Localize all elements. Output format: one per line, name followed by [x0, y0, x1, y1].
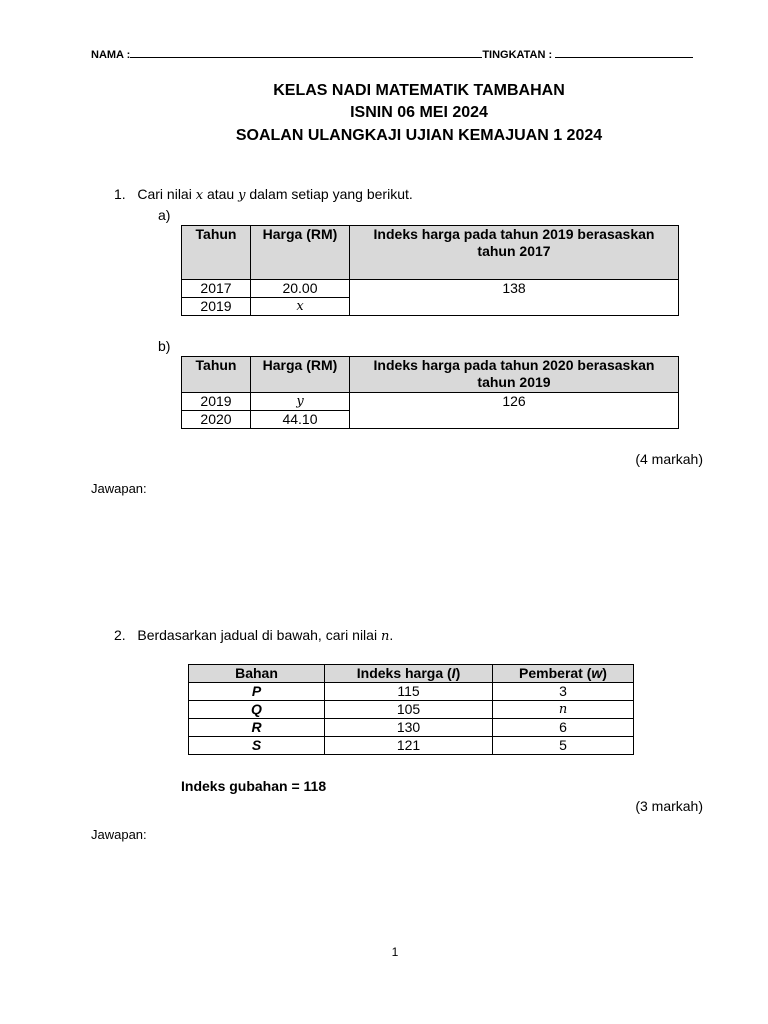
table-1a-index: 138 [350, 280, 679, 316]
table-2-indeks: 130 [325, 719, 493, 737]
table-1a-price: x [251, 298, 350, 316]
table-1b-year: 2020 [182, 411, 251, 429]
table-row [189, 683, 634, 701]
table-1a [181, 225, 679, 316]
q2-text-end: . [389, 627, 394, 643]
table-2-bahan: Q [189, 701, 325, 719]
table-2-indeks: 115 [325, 683, 493, 701]
tingkatan-label: TINGKATAN : [482, 49, 553, 61]
table-row [189, 737, 634, 755]
q1-text-a: Cari nilai [137, 186, 192, 202]
table-row [182, 393, 679, 411]
table-row [189, 719, 634, 737]
table-1b-year: 2019 [182, 393, 251, 411]
q1-text-b: atau [206, 186, 235, 202]
table-1a-header-tahun: Tahun [182, 226, 251, 280]
table-1b-header-tahun: Tahun [182, 357, 251, 393]
q1-var-y: y [238, 188, 246, 203]
composite-index: Indeks gubahan = 118 [181, 778, 327, 794]
table-1b-price: y [251, 393, 350, 411]
table-1a-price: 20.00 [251, 280, 350, 298]
table-2-pemberat: 5 [493, 737, 634, 755]
title-line-3: SOALAN ULANGKAJI UJIAN KEMAJUAN 1 2024 [235, 127, 603, 144]
title-line-1: KELAS NADI MATEMATIK TAMBAHAN [273, 82, 565, 99]
table-2-header-indeks: Indeks harga (I) [325, 665, 493, 683]
table-1a-year: 2017 [182, 280, 251, 298]
q1-answer-label: Jawapan: [91, 481, 147, 496]
table-2-bahan: R [189, 719, 325, 737]
q1-var-x: x [195, 188, 204, 203]
q1-text-c: dalam setiap yang berikut. [249, 186, 413, 202]
q2-marks: (3 markah) [635, 798, 703, 814]
table-2-header-pemberat: Pemberat (w) [493, 665, 634, 683]
table-2-pemberat: n [493, 701, 634, 719]
student-header [91, 47, 711, 61]
question-2-text [114, 627, 393, 644]
table-1b-index: 126 [350, 393, 679, 429]
table-2-indeks: 105 [325, 701, 493, 719]
q1-marks: (4 markah) [635, 451, 703, 467]
table-2-bahan: S [189, 737, 325, 755]
table-1b-header-harga: Harga (RM) [251, 357, 350, 393]
q2-text: Berdasarkan jadual di bawah, cari nilai [137, 627, 378, 643]
table-2-indeks: 121 [325, 737, 493, 755]
question-1-text [114, 186, 413, 203]
table-2-bahan: P [189, 683, 325, 701]
table-1a-header-harga: Harga (RM) [251, 226, 350, 280]
table-2 [188, 664, 634, 755]
question-1-number: 1. [114, 186, 126, 202]
part-a-label: a) [158, 207, 171, 223]
table-2-header-bahan: Bahan [189, 665, 325, 683]
nama-blank [130, 47, 482, 58]
table-1a-year: 2019 [182, 298, 251, 316]
title-line-2: ISNIN 06 MEI 2024 [350, 104, 488, 121]
question-2-number: 2. [114, 627, 126, 643]
page-number: 1 [391, 945, 399, 959]
tingkatan-blank [555, 47, 693, 58]
table-row [189, 701, 634, 719]
part-b-label: b) [158, 338, 171, 354]
nama-label: NAMA : [91, 49, 131, 61]
table-1b [181, 356, 679, 429]
table-1a-header-indeks: Indeks harga pada tahun 2019 berasaskan tahun 2017 [350, 226, 679, 280]
table-2-pemberat: 6 [493, 719, 634, 737]
table-1b-price: 44.10 [251, 411, 350, 429]
table-2-pemberat: 3 [493, 683, 634, 701]
table-1b-header-indeks: Indeks harga pada tahun 2020 berasaskan tahun 2019 [350, 357, 679, 393]
q2-answer-label: Jawapan: [91, 827, 147, 842]
table-row [182, 280, 679, 298]
q2-var-n: n [380, 629, 390, 644]
